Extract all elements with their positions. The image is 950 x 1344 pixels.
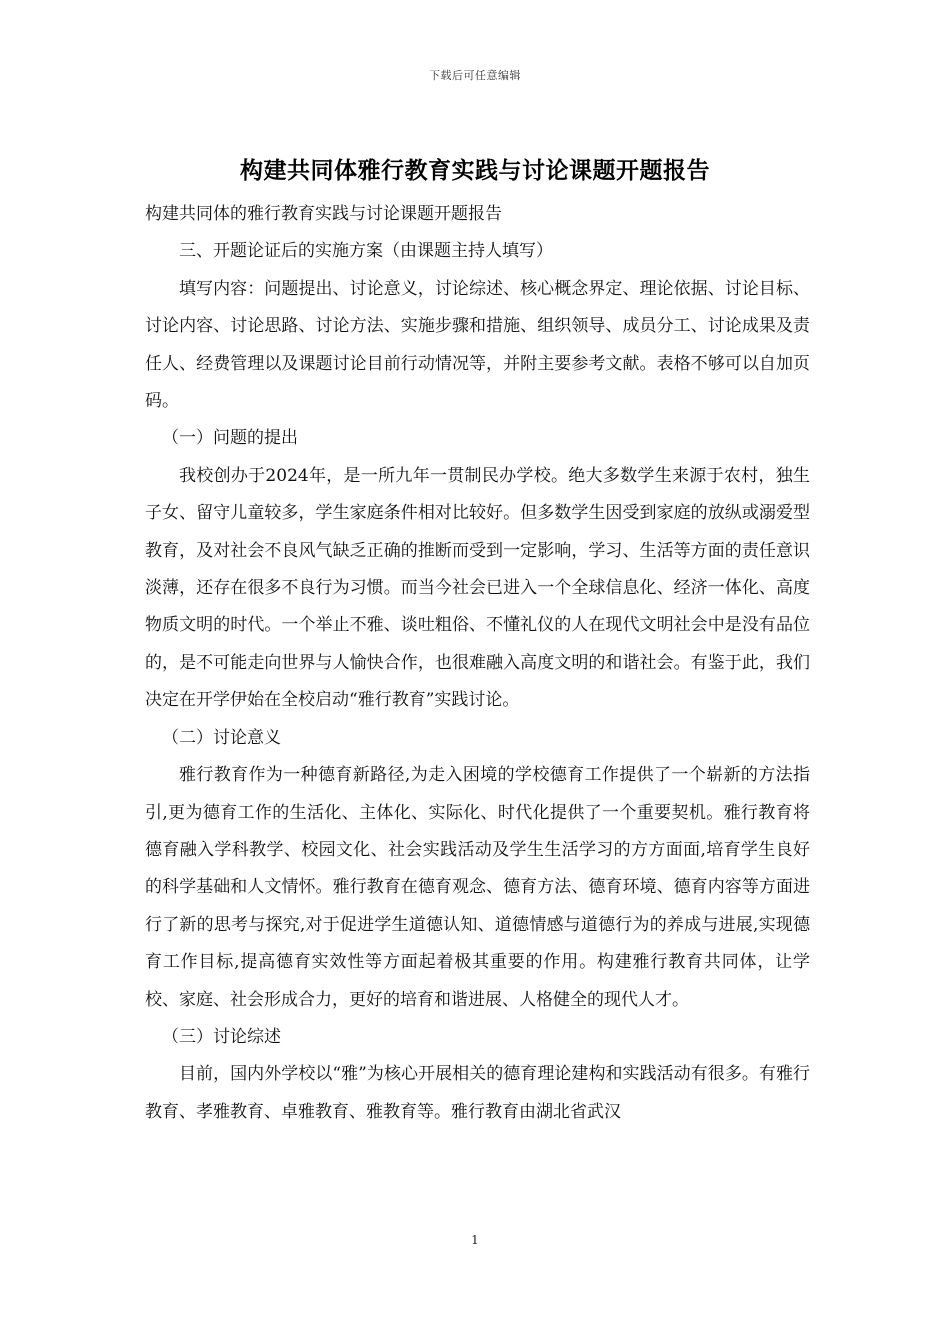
section-heading-problem: （一）问题的提出 [162,428,298,449]
fill-content-paragraph: 填写内容：问题提出、讨论意义，讨论综述、核心概念界定、理论依据、讨论目标、讨论内容、讨论思路、讨论方法、实施步骤和措施、组织领导、成员分工、讨论成果及责任人、经费管理以及课题讨论目前行动情况等，并附主要参考文献。表格不够可以自加页码。 [145,278,810,412]
section-heading-review: （三）讨论综述 [162,1026,281,1047]
document-body [145,196,810,1131]
header-note: 下载后可任意编辑 [429,69,521,82]
section-body-problem: 我校创办于2024年，是一所九年一贯制民办学校。绝大多数学生来源于农村，独生子女、留守儿童较多，学生家庭条件相对比较好。但多数学生因受到家庭的放纵或溺爱型教育，及对社会不良风气缺乏正确的推断而受到一定影响，学习、生活等方面的责任意识淡薄，还存在很多不良行为习惯。而当今社会已进入一个全球信息化、经济一体化、高度物质文明的时代。一个举止不雅、谈吐粗俗、不懂礼仪的人在现代文明社会中是没有品位的，是不可能走向世界与人愉快合作，也很难融入高度文明的和谐社会。有鉴于此，我们决定在开学伊始在全校启动“雅行教育”实践讨论。 [145,465,810,711]
subtitle-line: 构建共同体的雅行教育实践与讨论课题开题报告 [145,204,502,224]
document-title: 构建共同体雅行教育实践与讨论课题开题报告 [240,157,710,184]
section-three-heading: 三、开题论证后的实施方案（由课题主持人填写） [179,241,553,262]
section-body-review: 目前，国内外学校以“雅”为核心开展相关的德育理论建构和实践活动有很多。有雅行教育、孝雅教育、卓雅教育、雅教育等。雅行教育由湖北省武汉 [145,1064,810,1122]
section-heading-significance: （二）讨论意义 [162,727,281,748]
page-number: 1 [471,1233,479,1247]
section-body-significance: 雅行教育作为一种德育新路径,为走入困境的学校德育工作提供了一个崭新的方法指引,更为德育工作的生活化、主体化、实际化、时代化提供了一个重要契机。雅行教育将德育融入学科教学、校园文化、社会实践活动及学生生活学习的方方面面,培育学生良好的科学基础和人文情怀。雅行教育在德育观念、德育方法、德育环境、德育内容等方面进行了新的思考与探究,对于促进学生道德认知、道德情感与道德行为的养成与进展,实现德育工作目标,提高德育实效性等方面起着极其重要的作用。构建雅行教育共同体，让学校、家庭、社会形成合力，更好的培育和谐进展、人格健全的现代人才。 [145,765,810,1010]
